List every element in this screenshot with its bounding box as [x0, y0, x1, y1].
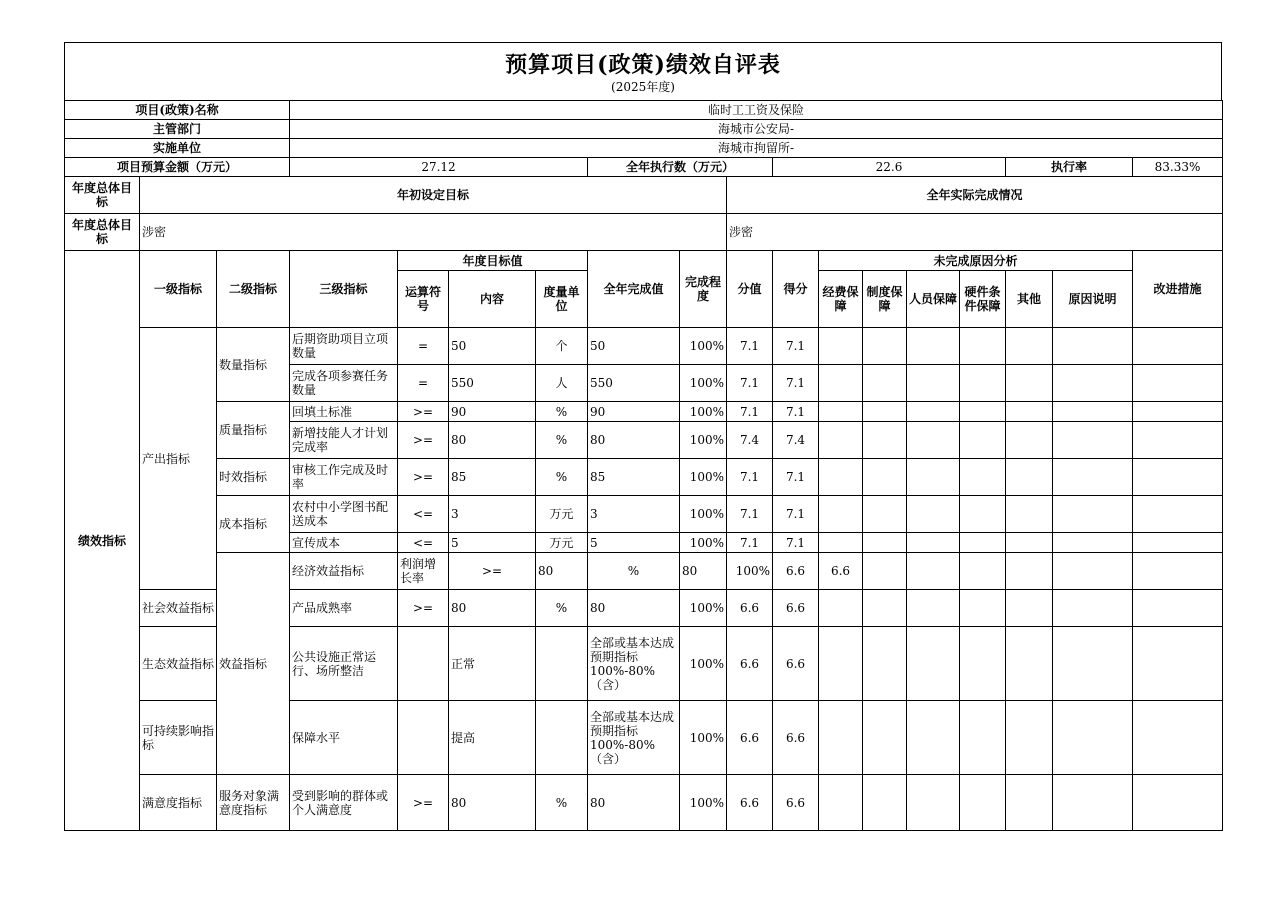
header-actual: 全年完成值: [588, 251, 680, 328]
indicator-actual: 3: [588, 496, 680, 533]
group-ecological: 生态效益指标: [140, 627, 217, 701]
indicator-degree: 100%: [680, 459, 727, 496]
page-subtitle: (2025年度): [611, 80, 675, 94]
indicator-score: 7.1: [727, 402, 773, 422]
indicator-degree: 100%: [680, 496, 727, 533]
group-satisfaction: 满意度指标: [140, 775, 217, 831]
department-label: 主管部门: [65, 120, 290, 139]
indicator-got: 7.1: [773, 533, 819, 553]
project-name-label: 项目(政策)名称: [65, 101, 290, 120]
goal-label: 年度总体目标: [65, 214, 140, 251]
indicator-name: 后期资助项目立项数量: [290, 328, 398, 365]
indicator-degree: 100%: [727, 553, 773, 590]
indicator-content: 3: [449, 496, 536, 533]
evaluation-table: [64, 100, 1223, 831]
indicator-name: 受到影响的群体或个人满意度: [290, 775, 398, 831]
indicator-unit: [536, 701, 588, 775]
indicator-score: 7.1: [727, 365, 773, 402]
indicator-actual: 80: [588, 775, 680, 831]
indicator-unit: [536, 627, 588, 701]
indicator-actual: 85: [588, 459, 680, 496]
group-quality: 质量指标: [217, 402, 290, 459]
indicator-name: 产品成熟率: [290, 590, 398, 627]
indicator-degree: 100%: [680, 533, 727, 553]
indicator-score: 7.1: [727, 533, 773, 553]
indicator-op: >=: [398, 402, 449, 422]
table-row: [65, 459, 1223, 496]
indicator-degree: 100%: [680, 328, 727, 365]
indicator-name: 完成各项参赛任务数量: [290, 365, 398, 402]
header-reason-staff: 人员保障: [907, 271, 960, 328]
indicator-got: 7.1: [773, 402, 819, 422]
header-reason-other: 其他: [1006, 271, 1053, 328]
indicator-unit: %: [588, 553, 680, 590]
group-economic: 经济效益指标: [290, 553, 398, 590]
indicator-actual: 全部或基本达成预期指标100%-80%（含）: [588, 701, 680, 775]
header-level3: 三级指标: [290, 251, 398, 328]
indicator-op: >=: [449, 553, 536, 590]
rate-label: 执行率: [1006, 158, 1133, 177]
indicator-score: 7.1: [727, 459, 773, 496]
performance-indicator-label: 绩效指标: [65, 251, 140, 831]
indicator-op: =: [398, 328, 449, 365]
group-sustain: 可持续影响指标: [140, 701, 217, 775]
indicator-op: >=: [398, 422, 449, 459]
indicator-got: 7.1: [773, 496, 819, 533]
goal-actual-value: 涉密: [727, 214, 1223, 251]
indicator-content: 80: [449, 775, 536, 831]
budget-label: 项目预算金额（万元）: [65, 158, 290, 177]
indicator-got: 6.6: [773, 627, 819, 701]
indicator-degree: 100%: [680, 422, 727, 459]
indicator-score: 7.1: [727, 328, 773, 365]
header-reason: 未完成原因分析: [819, 251, 1133, 271]
header-reason-hardware: 硬件条件保障: [960, 271, 1006, 328]
indicator-degree: 100%: [680, 627, 727, 701]
indicator-unit: %: [536, 590, 588, 627]
goal-set-header: 年初设定目标: [140, 177, 727, 214]
department-value: 海城市公安局-: [290, 120, 1223, 139]
indicator-degree: 100%: [680, 590, 727, 627]
indicator-op: <=: [398, 533, 449, 553]
budget-value: 27.12: [290, 158, 588, 177]
group-benefit: 效益指标: [217, 553, 290, 775]
indicator-got: 6.6: [773, 701, 819, 775]
indicator-actual: 5: [588, 533, 680, 553]
indicator-name: 回填土标准: [290, 402, 398, 422]
header-reason-funding: 经费保障: [819, 271, 863, 328]
indicator-degree: 100%: [680, 402, 727, 422]
indicator-op: =: [398, 365, 449, 402]
unit-label: 实施单位: [65, 139, 290, 158]
group-quantity: 数量指标: [217, 328, 290, 402]
indicator-score: 6.6: [727, 590, 773, 627]
indicator-got: 6.6: [819, 553, 863, 590]
title-block: [64, 42, 1222, 100]
page-title: 预算项目(政策)绩效自评表: [505, 52, 781, 78]
indicator-unit: 人: [536, 365, 588, 402]
indicator-actual: 80: [588, 422, 680, 459]
indicator-name: 宣传成本: [290, 533, 398, 553]
header-reason-note: 原因说明: [1053, 271, 1133, 328]
goal-label: 年度总体目标: [65, 177, 140, 214]
indicator-score: 6.6: [727, 627, 773, 701]
header-op: 运算符号: [398, 271, 449, 328]
indicator-op: [398, 701, 449, 775]
group-social: 社会效益指标: [140, 590, 217, 627]
indicator-content: 50: [449, 328, 536, 365]
table-row: [65, 553, 1223, 590]
indicator-unit: %: [536, 459, 588, 496]
indicator-score: 7.4: [727, 422, 773, 459]
group-timeliness: 时效指标: [217, 459, 290, 496]
indicator-content: 80: [449, 422, 536, 459]
table-row: [65, 402, 1223, 422]
indicator-op: >=: [398, 590, 449, 627]
indicator-op: <=: [398, 496, 449, 533]
indicator-got: 6.6: [773, 590, 819, 627]
indicator-name: 利润增长率: [398, 553, 449, 590]
rate-value: 83.33%: [1133, 158, 1223, 177]
indicator-unit: %: [536, 775, 588, 831]
indicator-name: 保障水平: [290, 701, 398, 775]
indicator-name: 新增技能人才计划完成率: [290, 422, 398, 459]
indicator-unit: %: [536, 422, 588, 459]
indicator-name: 公共设施正常运行、场所整洁: [290, 627, 398, 701]
goal-set-value: 涉密: [140, 214, 727, 251]
group-service: 服务对象满意度指标: [217, 775, 290, 831]
execution-label: 全年执行数（万元）: [588, 158, 773, 177]
indicator-actual: 全部或基本达成预期指标100%-80%（含）: [588, 627, 680, 701]
indicator-score: 7.1: [727, 496, 773, 533]
header-unit: 度量单位: [536, 271, 588, 328]
project-name-value: 临时工工资及保险: [290, 101, 1223, 120]
indicator-unit: %: [536, 402, 588, 422]
indicator-got: 7.1: [773, 328, 819, 365]
indicator-content: 85: [449, 459, 536, 496]
header-level2: 二级指标: [217, 251, 290, 328]
indicator-content: 80: [449, 590, 536, 627]
indicator-got: 7.1: [773, 459, 819, 496]
indicator-content: 80: [536, 553, 588, 590]
header-degree: 完成程度: [680, 251, 727, 328]
header-reason-system: 制度保障: [863, 271, 907, 328]
header-got: 得分: [773, 251, 819, 328]
indicator-actual: 90: [588, 402, 680, 422]
indicator-actual: 50: [588, 328, 680, 365]
table-row: [65, 328, 1223, 365]
indicator-actual: 80: [588, 590, 680, 627]
indicator-unit: 万元: [536, 496, 588, 533]
header-content: 内容: [449, 271, 536, 328]
indicator-content: 5: [449, 533, 536, 553]
header-target: 年度目标值: [398, 251, 588, 271]
indicator-name: 审核工作完成及时率: [290, 459, 398, 496]
indicator-got: 7.4: [773, 422, 819, 459]
table-row: [65, 775, 1223, 831]
indicator-got: 6.6: [773, 775, 819, 831]
indicator-content: 提高: [449, 701, 536, 775]
indicator-actual: 80: [680, 553, 727, 590]
header-improve: 改进措施: [1133, 251, 1223, 328]
indicator-degree: 100%: [680, 701, 727, 775]
group-cost: 成本指标: [217, 496, 290, 553]
table-row: [65, 496, 1223, 533]
header-level1: 一级指标: [140, 251, 217, 328]
indicator-degree: 100%: [680, 365, 727, 402]
goal-actual-header: 全年实际完成情况: [727, 177, 1223, 214]
indicator-content: 90: [449, 402, 536, 422]
indicator-name: 农村中小学图书配送成本: [290, 496, 398, 533]
indicator-actual: 550: [588, 365, 680, 402]
indicator-score: 6.6: [727, 775, 773, 831]
indicator-op: >=: [398, 459, 449, 496]
indicator-content: 正常: [449, 627, 536, 701]
self-evaluation-form: [64, 42, 1222, 831]
indicator-op: [398, 627, 449, 701]
group-output: 产出指标: [140, 328, 217, 590]
unit-value: 海城市拘留所-: [290, 139, 1223, 158]
indicator-score: 6.6: [727, 701, 773, 775]
indicator-unit: 个: [536, 328, 588, 365]
indicator-op: >=: [398, 775, 449, 831]
execution-value: 22.6: [773, 158, 1006, 177]
indicator-unit: 万元: [536, 533, 588, 553]
indicator-degree: 100%: [680, 775, 727, 831]
indicator-got: 7.1: [773, 365, 819, 402]
indicator-score: 6.6: [773, 553, 819, 590]
header-score: 分值: [727, 251, 773, 328]
indicator-content: 550: [449, 365, 536, 402]
